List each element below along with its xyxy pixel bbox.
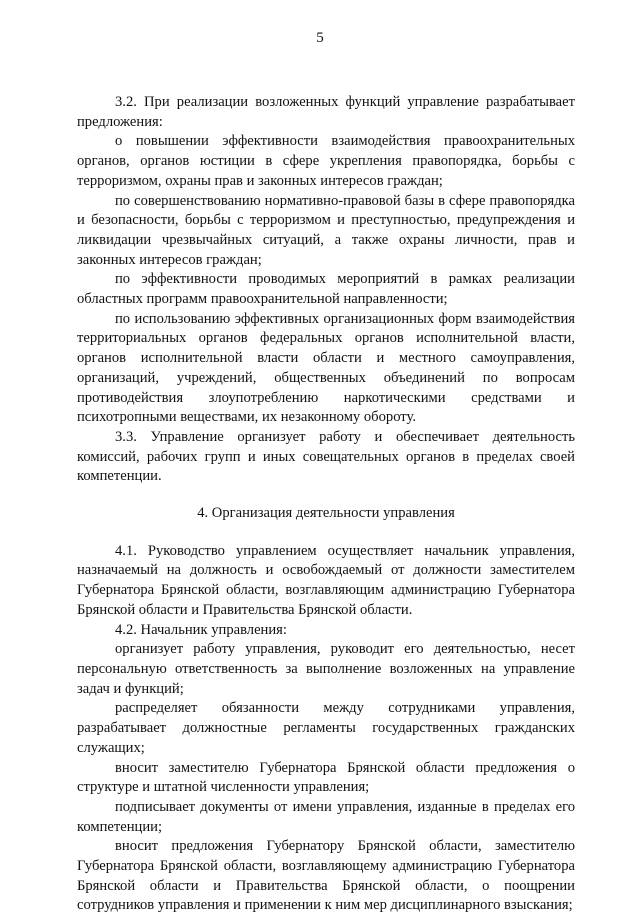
paragraph-3-2-item-2: по совершенствованию нормативно-правовой базы в сфере правопорядка и безопасности, борьбы с терроризмом и преступностью, предупреждения и ликвидации чрезвычайных ситуаций, а также охраны личности, прав и законных интересов граждан; (77, 192, 575, 268)
paragraph-4-2-item-4: подписывает документы от имени управления, изданные в пределах его компетенции; (77, 798, 575, 835)
section-4-heading: 4. Организация деятельности управления (197, 505, 455, 522)
paragraph-3-2-item-3: по эффективности проводимых мероприятий в рамках реализации областных программ правоохранительной направленности; (77, 271, 575, 308)
document-body (77, 93, 575, 916)
paragraph-4-2-item-5: вносит предложения Губернатору Брянской области, заместителю Губернатора Брянской области, возглавляющему администрацию Губернатора Брянской области и Правительства Брянской области, о поощрении сотрудников управления и применении к ним мер дисциплинарного взыскания; (77, 838, 575, 914)
paragraph-3-2-item-4: по использованию эффективных организационных форм взаимодействия территориальных органов федеральных органов исполнительной власти, органов исполнительной власти области и местного самоуправления, организаций, учреждений, общественных объединений по вопросам противодействия злоупотреблению наркотическими средствами и психотропными веществами, их незаконному обороту. (77, 310, 575, 426)
paragraph-4-2-item-3: вносит заместителю Губернатора Брянской области предложения о структуре и штатной численности управления; (77, 759, 575, 796)
paragraph-4-1: 4.1. Руководство управлением осуществляет начальник управления, назначаемый на должность и освобождаемый от должности заместителем Губернатора Брянской области, возглавляющим администрацию Губернатора Брянской области и Правительства Брянской области. (77, 542, 575, 618)
paragraph-3-2-item-1: о повышении эффективности взаимодействия правоохранительных органов, органов юстиции в сфере укрепления правопорядка, борьбы с терроризмом, охраны прав и законных интересов граждан; (77, 133, 575, 189)
paragraph-4-2: 4.2. Начальник управления: (115, 621, 287, 638)
page-number: 5 (316, 30, 324, 46)
paragraph-4-2-item-1: организует работу управления, руководит его деятельностью, несет персональную ответственность за выполнение возложенных на управление задач и функций; (77, 641, 575, 697)
paragraph-3-3: 3.3. Управление организует работу и обеспечивает деятельность комиссий, рабочих групп и иных совещательных органов в пределах своей компетенции. (77, 428, 575, 485)
paragraph-4-2-item-2: распределяет обязанности между сотрудниками управления, разрабатывает должностные регламенты государственных гражданских служащих; (77, 700, 575, 756)
paragraph-3-2: 3.2. При реализации возложенных функций управление разрабатывает предложения: (77, 94, 575, 130)
